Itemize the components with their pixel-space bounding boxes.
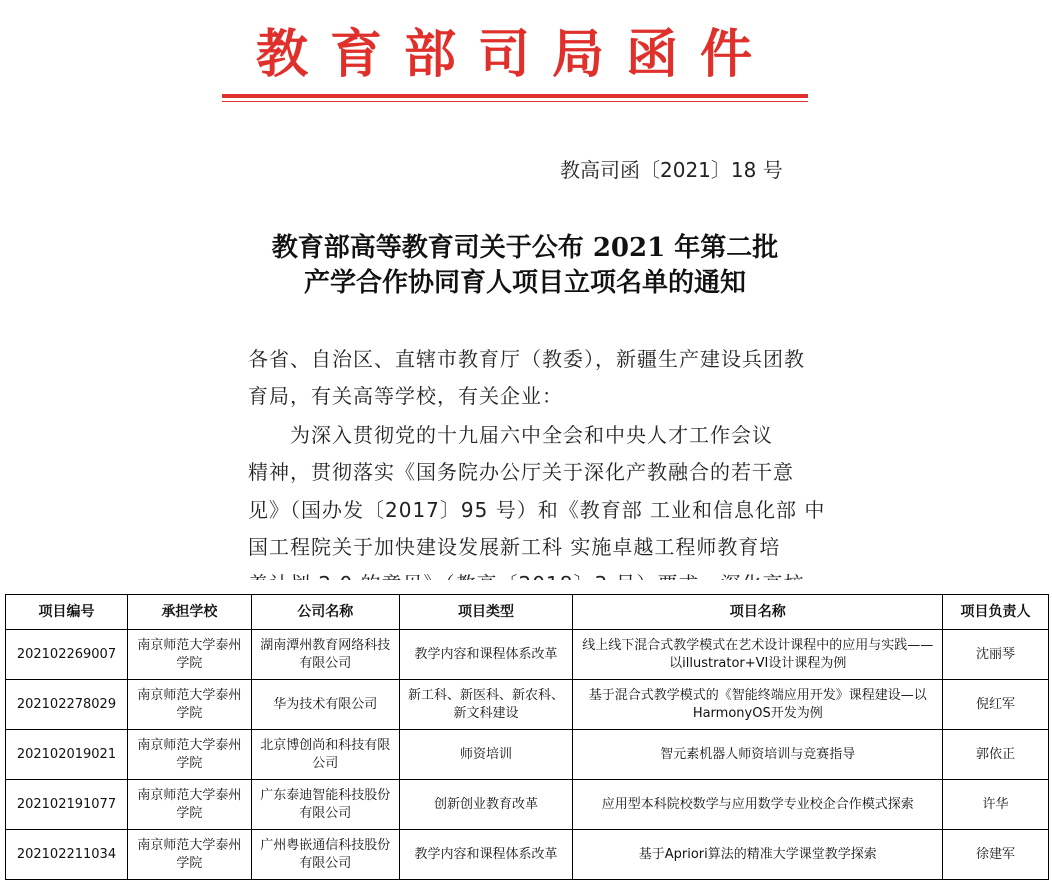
notice-title-line-2: 产学合作协同育人项目立项名单的通知 (303, 268, 746, 298)
cell-project-name: 基于混合式教学模式的《智能终端应用开发》课程建设—以HarmonyOS开发为例 (573, 680, 943, 730)
table-row (6, 730, 1049, 780)
cell-project-id: 202102191077 (6, 780, 128, 830)
cell-project-type: 新工科、新医科、新农科、新文科建设 (399, 680, 573, 730)
cell-company: 湖南潭州教育网络科技有限公司 (251, 630, 399, 680)
cell-company: 广东泰迪智能科技股份有限公司 (251, 780, 399, 830)
body-line-4: 精神，贯彻落实《国务院办公厅关于深化产教融合的若干意 (248, 460, 794, 484)
header-company: 公司名称 (251, 595, 399, 630)
table-header-row (6, 595, 1049, 630)
cell-project-type: 师资培训 (399, 730, 573, 780)
letterhead-rule-thick (222, 94, 808, 98)
cell-project-id: 202102278029 (6, 680, 128, 730)
cell-project-name: 智元素机器人师资培训与竞赛指导 (573, 730, 943, 780)
cell-project-name: 线上线下混合式教学模式在艺术设计课程中的应用与实践——以illustrator+VI设计课程为例 (573, 630, 943, 680)
cell-lead: 郭依正 (943, 730, 1049, 780)
table-row (6, 830, 1049, 880)
cell-school: 南京师范大学泰州学院 (127, 680, 251, 730)
cell-school: 南京师范大学泰州学院 (127, 830, 251, 880)
cell-project-id: 202102211034 (6, 830, 128, 880)
cell-lead: 徐建军 (943, 830, 1049, 880)
cell-project-name: 应用型本科院校数学与应用数学专业校企合作模式探索 (573, 780, 943, 830)
project-table (5, 594, 1049, 880)
cell-company: 北京博创尚和科技有限公司 (251, 730, 399, 780)
table-row (6, 630, 1049, 680)
header-school: 承担学校 (127, 595, 251, 630)
letterhead-title: 教育部司局函件 (255, 24, 774, 85)
table-row (6, 780, 1049, 830)
header-lead: 项目负责人 (943, 595, 1049, 630)
cell-company: 广州粤嵌通信科技股份有限公司 (251, 830, 399, 880)
cell-project-type: 创新创业教育改革 (399, 780, 573, 830)
cell-school: 南京师范大学泰州学院 (127, 730, 251, 780)
letterhead-rule-thin (222, 101, 808, 102)
header-project-name: 项目名称 (573, 595, 943, 630)
cell-school: 南京师范大学泰州学院 (127, 780, 251, 830)
cell-project-id: 202102269007 (6, 630, 128, 680)
body-line-1: 各省、自治区、直辖市教育厅（教委），新疆生产建设兵团教 (248, 347, 805, 371)
body-line-2: 育局，有关高等学校，有关企业： (248, 384, 563, 408)
table-row (6, 680, 1049, 730)
cell-lead: 倪红军 (943, 680, 1049, 730)
document-number: 教高司函〔2021〕18 号 (560, 158, 783, 182)
body-line-3: 为深入贯彻党的十九届六中全会和中央人才工作会议 (290, 423, 773, 447)
cell-lead: 许华 (943, 780, 1049, 830)
body-line-6: 国工程院关于加快建设发展新工科 实施卓越工程师教育培 (248, 535, 781, 559)
header-project-id: 项目编号 (6, 595, 128, 630)
cell-lead: 沈丽琴 (943, 630, 1049, 680)
cell-project-id: 202102019021 (6, 730, 128, 780)
project-table-panel (0, 580, 1052, 890)
cell-school: 南京师范大学泰州学院 (127, 630, 251, 680)
cell-company: 华为技术有限公司 (251, 680, 399, 730)
cell-project-name: 基于Apriori算法的精准大学课堂教学探索 (573, 830, 943, 880)
cell-project-type: 教学内容和课程体系改革 (399, 830, 573, 880)
notice-title-line-1: 教育部高等教育司关于公布 2021 年第二批 (271, 233, 779, 263)
body-line-5: 见》（国办发〔2017〕95 号）和《教育部 工业和信息化部 中 (248, 498, 826, 522)
cell-project-type: 教学内容和课程体系改革 (399, 630, 573, 680)
header-project-type: 项目类型 (399, 595, 573, 630)
